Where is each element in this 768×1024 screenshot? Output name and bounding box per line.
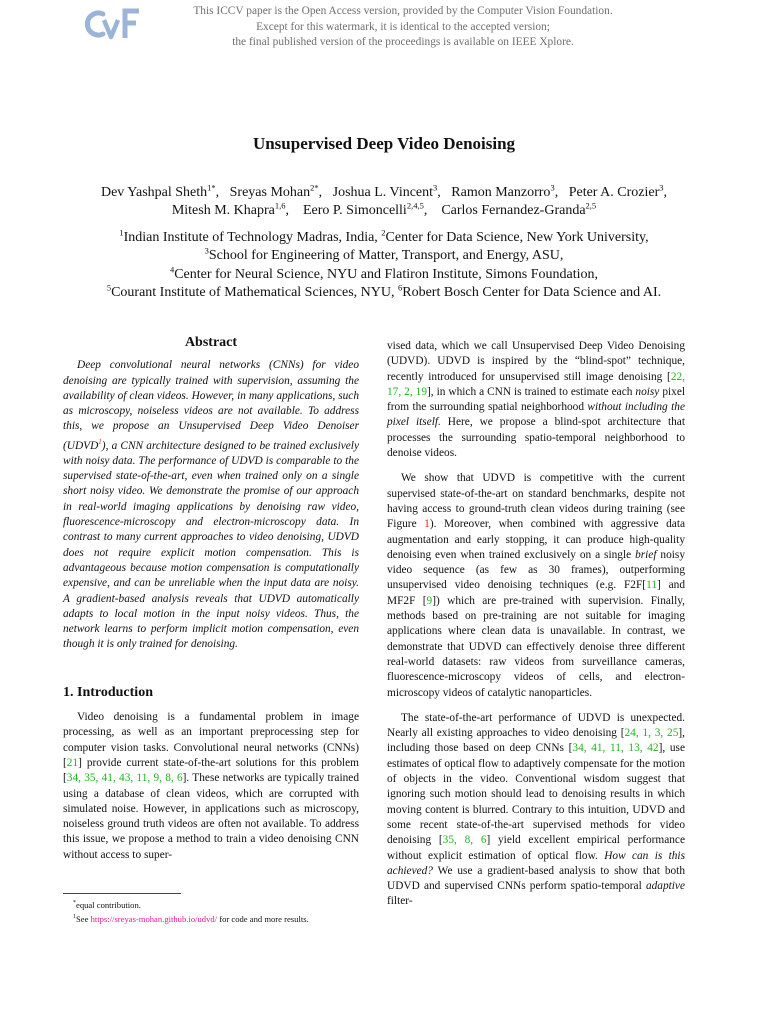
affiliation: Indian Institute of Technology Madras, India, (123, 230, 382, 245)
emphasis-text: How can is this achieved? (387, 849, 685, 877)
author-name: Dev Yashpal Sheth (100, 185, 208, 200)
body-text: ]) which are pre-trained with supervision. Finally, methods based on pre-training are not suitable for imaging applications where clean data is unavailable. In contrast, we demonstrate that UDVD can effectively denoise three different real-world datasets: raw videos from surveillance cameras, fluorescence-microscopy videos of cells, and electron-microscopy videos of catalytic nanoparticles. (387, 594, 685, 699)
author-name: Ramon Manzorro (451, 185, 551, 200)
author-sup: 1* (207, 182, 216, 193)
affiliation-line-2 (0, 247, 768, 265)
citation-link[interactable]: 34, 41, 11, 13, 42 (572, 742, 659, 755)
body-text: filter- (387, 895, 413, 908)
body-text: The state-of-the-art performance of UDVD is unexpected. Nearly all existing approaches to video denoising [ (387, 711, 685, 740)
body-text: Video denoising is a fundamental problem in image processing, as well as an important preprocessing step for computer vision tasks. Convolutional neural networks (CNNs) [ (63, 711, 359, 769)
citation-link[interactable]: 9 (426, 594, 433, 607)
abstract-text: ), a CNN architecture designed to be trained exclusively with noisy data. The performance of UDVD is comparable to the supervised state-of-the-art, even when trained only on a single short noisy video. We demonstrate the promise of our approach in real-world imaging applications by denoising raw video, fluorescence-microscopy and electron-microscopy data. In contrast to many current approaches to video denoising, UDVD does not require explicit motion compensation. This is advantageous because motion compensation is computationally expensive, and can be unreliable when the input data are noisy. A gradient-based analysis reveals that UDVD automatically adapts to local motion in the input noisy videos. Thus, the network learns to perform implicit motion compensation, even though it is only trained for denoising. (63, 439, 359, 651)
author-sup: 3 (433, 182, 438, 193)
section-heading-introduction: 1. Introduction (63, 684, 153, 700)
footnote-mark: 1 (73, 914, 76, 921)
author-sup: 3 (550, 182, 555, 193)
body-text: ], use estimates of optical flow to adaptively compensate for the motion of objects in the video. Conventional wisdom suggest that ignoring such motion should lead to denoising results in which moving content is blurred. Contrary to this intuition, UDVD and some recent state-of-the-art supervised methods for video denoising [ (387, 742, 685, 847)
body-paragraph (387, 711, 685, 910)
affiliation-line-3 (0, 263, 768, 284)
body-text: ], in which a CNN is trained to estimate each (427, 385, 636, 398)
citation-link[interactable]: 11 (646, 579, 657, 592)
body-text: We use a gradient-based analysis to show that both UDVD and supervised CNNs perform spatio-temporal (387, 864, 685, 893)
affiliation: Robert Bosch Center for Data Science and AI. (402, 284, 662, 300)
footnote-equal-contribution (73, 897, 363, 911)
body-text: ] provide current state-of-the-art solutions for this problem [ (63, 756, 359, 785)
footnotes (73, 897, 363, 926)
body-text: noisy video sequence (as few as 30 frames), outperforming unsupervised video denoising techniques (e.g. F2F[ (387, 548, 685, 592)
abstract-heading: Abstract (184, 335, 238, 350)
citation-link[interactable]: 34, 35, 41, 43, 11, 9, 8, 6 (66, 772, 183, 785)
author-list (0, 184, 768, 220)
figure-link[interactable]: 1 (424, 518, 430, 531)
body-text: pixel from the surrounding spatial neighborhood (387, 385, 686, 414)
body-text: ). Moreover, when combined with aggressive data augmentation and early stopping, it can produce high-quality denoising even when trained exclusively on a single (387, 518, 686, 561)
body-text: We show that UDVD is competitive with the current supervised state-of-the-art on standard benchmarks, despite not having access to ground-truth clean videos during training (see Figure (387, 472, 685, 531)
author-name: Joshua L. Vincent (332, 185, 434, 200)
abstract-body (63, 358, 359, 652)
author-sup: 2,4,5 (406, 200, 424, 211)
body-paragraph (387, 339, 685, 461)
paper-title: Unsupervised Deep Video Denoising (252, 134, 516, 153)
author-line-1: Dev Yashpal Sheth$^{1*}$, Sreyas Mohan$^{2*}$, Joshua L. Vincent$^3$, Ramon Manzorro$^3$, Peter A. Crozier$^3$, (100, 182, 668, 200)
author-sup: 2,5 (585, 200, 597, 211)
footnote-ref[interactable]: 1 (98, 437, 102, 446)
author-name: Eero P. Simoncelli (303, 203, 407, 218)
author-line-2: Mitesh M. Khapra$^{1,6}$, Eero P. Simoncelli$^{2,4,5}$, Carlos Fernandez-Granda$^{2,5}$ (171, 200, 597, 218)
intro-paragraph (63, 710, 359, 863)
affil-sup: 2 (381, 227, 386, 238)
affil-sup: 1 (119, 227, 124, 238)
body-text: ]. These networks are typically trained using a database of clean videos, which are corrupted with simulated noise. However, in applications such as microscopy, noiseless ground truth videos are often not available. To address this issue, we propose a method to train a video denoising CNN without access to super- (63, 772, 359, 861)
open-access-watermark (178, 4, 628, 51)
affiliation-line-4 (0, 284, 768, 302)
watermark-line-2: Except for this watermark, it is identical to the accepted version; (256, 20, 550, 33)
affiliation-line-1 (0, 229, 768, 247)
footnote-text: equal contribution. (76, 899, 141, 910)
emphasis-text: noisy (635, 385, 660, 398)
citation-link[interactable]: 35, 8, 6 (442, 834, 487, 847)
body-text: ] yield excellent empirical performance without explicit estimation of optical flow. (387, 834, 685, 862)
left-column (63, 335, 359, 863)
citation-link[interactable]: 21 (66, 756, 79, 769)
citation-link[interactable]: 22, 17, 2, 19 (387, 370, 685, 398)
body-text: vised data, which we call Unsupervised Deep Video Denoising (UDVD). UDVD is inspired by the “blind-spot” technique, recently introduced for unsupervised still image denoising [ (387, 340, 685, 383)
project-url-link[interactable]: https://sreyas-mohan.github.io/udvd/ (90, 914, 218, 925)
author-name: Mitesh M. Khapra (171, 203, 275, 218)
author-name: Peter A. Crozier (568, 185, 660, 200)
affiliation-list (0, 229, 768, 302)
author-name: Carlos Fernandez-Granda (441, 203, 586, 218)
author-name: Sreyas Mohan (229, 185, 311, 200)
body-text: ], including those based on deep CNNs [ (387, 727, 685, 755)
affiliation: School for Engineering of Matter, Transport, and Energy, ASU, (208, 248, 564, 264)
watermark-line-3: the final published version of the proceedings is available on IEEE Xplore. (232, 36, 574, 49)
affil-sup: 3 (204, 245, 209, 256)
body-text: Here, we propose a blind-spot architecture that processes the surrounding spatio-temporal neighborhood to denoise videos. (387, 416, 685, 460)
body-paragraph (387, 471, 685, 700)
affil-sup: 4 (169, 263, 175, 274)
footnote-divider (63, 893, 181, 894)
footnote-code-link (73, 911, 363, 925)
affil-sup: 5 (106, 282, 112, 293)
affiliation: Center for Data Science, New York University, (385, 230, 649, 245)
author-sup: 2* (310, 182, 319, 193)
affiliation: Center for Neural Science, NYU and Flatiron Institute, Simons Foundation, (174, 266, 599, 282)
emphasis-text: without including the pixel itself. (387, 401, 685, 429)
author-sup: 1,6 (274, 200, 286, 211)
abstract-text: Deep convolutional neural networks (CNNs) for video denoising are typically trained with supervision, assuming the availability of clean videos. However, in many applications, such as microscopy, noiseless videos are not available. To address this, we propose an Unsupervised Deep Video Denoiser (UDVD (63, 359, 359, 452)
right-column (387, 339, 685, 910)
footnote-text: See (76, 914, 91, 925)
footnote-mark: * (73, 900, 76, 906)
footnote-text: for code and more results. (217, 914, 309, 925)
cvf-logo (84, 6, 142, 42)
author-sup: 3 (659, 182, 664, 193)
body-text: ] and MF2F [ (387, 579, 685, 607)
cvf-logo-icon (84, 6, 142, 42)
affiliation: Courant Institute of Mathematical Sciences, NYU, (111, 284, 398, 300)
affil-sup: 6 (398, 282, 403, 293)
citation-link[interactable]: 24, 1, 3, 25 (624, 727, 679, 740)
emphasis-text: adaptive (645, 880, 685, 893)
watermark-line-1: This ICCV paper is the Open Access version, provided by the Computer Vision Foundation. (193, 5, 613, 17)
emphasis-text: brief (635, 548, 657, 561)
